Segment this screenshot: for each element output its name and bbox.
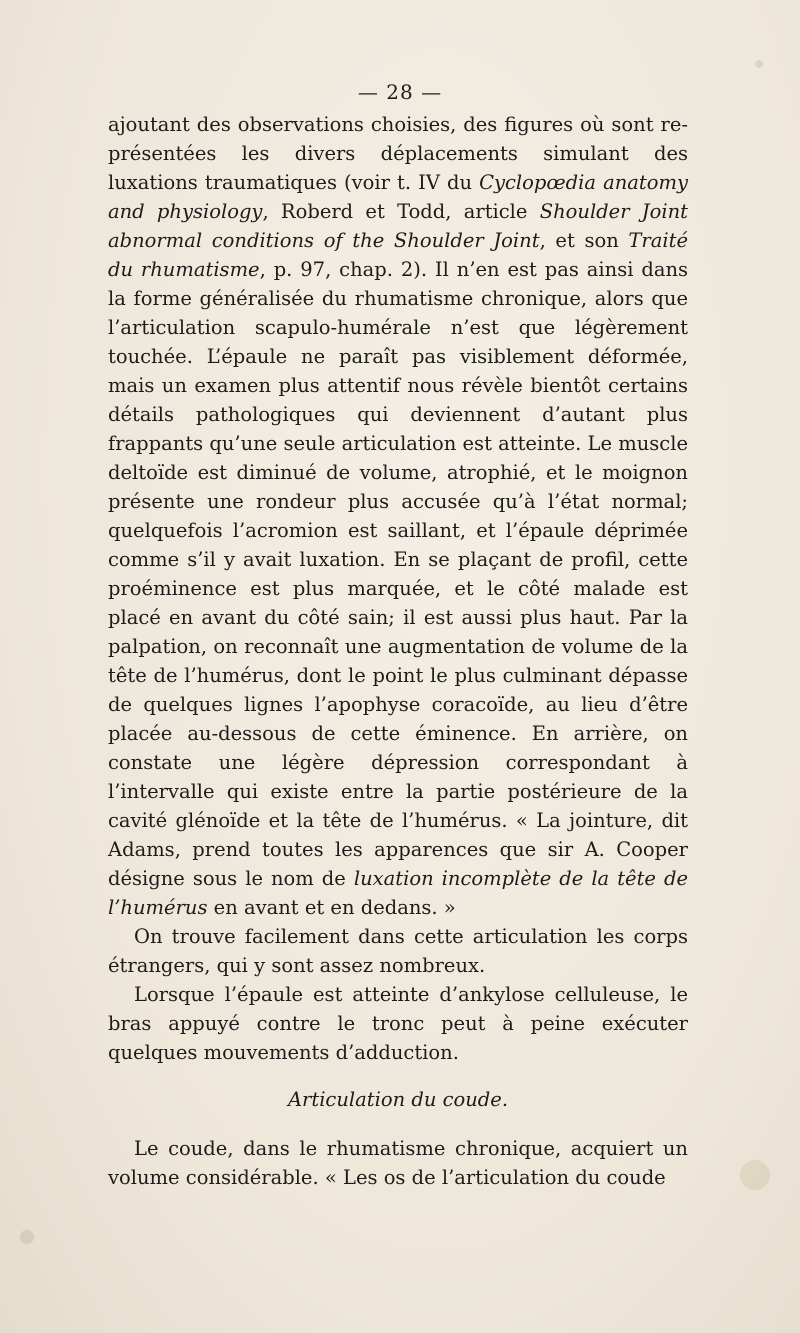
paragraph-1 — [108, 110, 688, 922]
paragraph-2 — [108, 922, 688, 980]
text-segment: en avant et en dedans. » — [207, 896, 456, 919]
paper-stain — [740, 1160, 770, 1190]
text-segment: ajoutant des observations choisies, des figures où sont représentées les divers déplacements simulant des luxations traumatiques (voir t. IV du — [108, 113, 688, 194]
page-number: — 28 — — [357, 80, 443, 104]
body-text — [108, 110, 688, 1192]
citation-title: Traité du rhumatisme — [108, 229, 688, 281]
citation-title: Shoulder Joint abnormal conditions of the Shoulder Joint — [108, 200, 688, 252]
text-segment: , et son — [539, 229, 629, 252]
text-segment: , Roberd et Todd, article — [262, 200, 540, 223]
text-segment: On trouve facilement dans cette articulation les corps étrangers, qui y sont assez nombreux. — [108, 925, 688, 977]
paper-stain — [20, 1230, 34, 1244]
text-segment: Lorsque l’épaule est atteinte d’ankylose celluleuse, le bras appuyé contre le tronc peut à peine exécuter quelques mouvements d’adduction. — [108, 983, 688, 1064]
text-segment: , p. 97, chap. 2). Il n’en est pas ainsi dans la forme généralisée du rhumatisme chronique, alors que l’articulation scapulo-humérale n’est que légèrement touchée. L’épaule ne paraît pas visiblement déformée, mais un examen plus attentif nous révèle bientôt certains détails pathologiques qui deviennent d’autant plus frappants qu’une seule articulation est atteinte. Le muscle deltoïde est diminué de volume, atrophié, et le moignon présente une rondeur plus accusée qu’à l’état normal; quelquefois l’acromion est saillant, et l’épaule déprimée comme s’il y avait luxation. En se plaçant de profil, cette proéminence est plus marquée, et le côté malade est placé en avant du côté sain; il est aussi plus haut. Par la palpation, on reconnaît une augmentation de volume de la tête de l’humérus, dont le point le plus culminant dépasse de quelques lignes l’apophyse coracoïde, au lieu d’être placée au-dessous de cette éminence. En arrière, on constate une légère dépression correspondant à l’intervalle qui existe entre la partie postérieure de la cavité glénoïde et la tête de l’humérus. « La jointure, dit Adams, prend toutes les apparences que sir A. Cooper désigne sous le nom de — [108, 258, 689, 890]
citation-title: Cyclopœdia anatomy and physiology — [108, 171, 688, 223]
italic-term: luxation incomplète de la tête de l’humérus — [108, 867, 688, 919]
paragraph-3 — [108, 980, 688, 1067]
paper-stain — [755, 60, 763, 68]
paragraph-4: Le coude, dans le rhumatisme chronique, acquiert un volume considérable. « Les os de l’articulation du coude — [108, 1137, 688, 1189]
section-heading: Articulation du coude. — [287, 1088, 509, 1111]
